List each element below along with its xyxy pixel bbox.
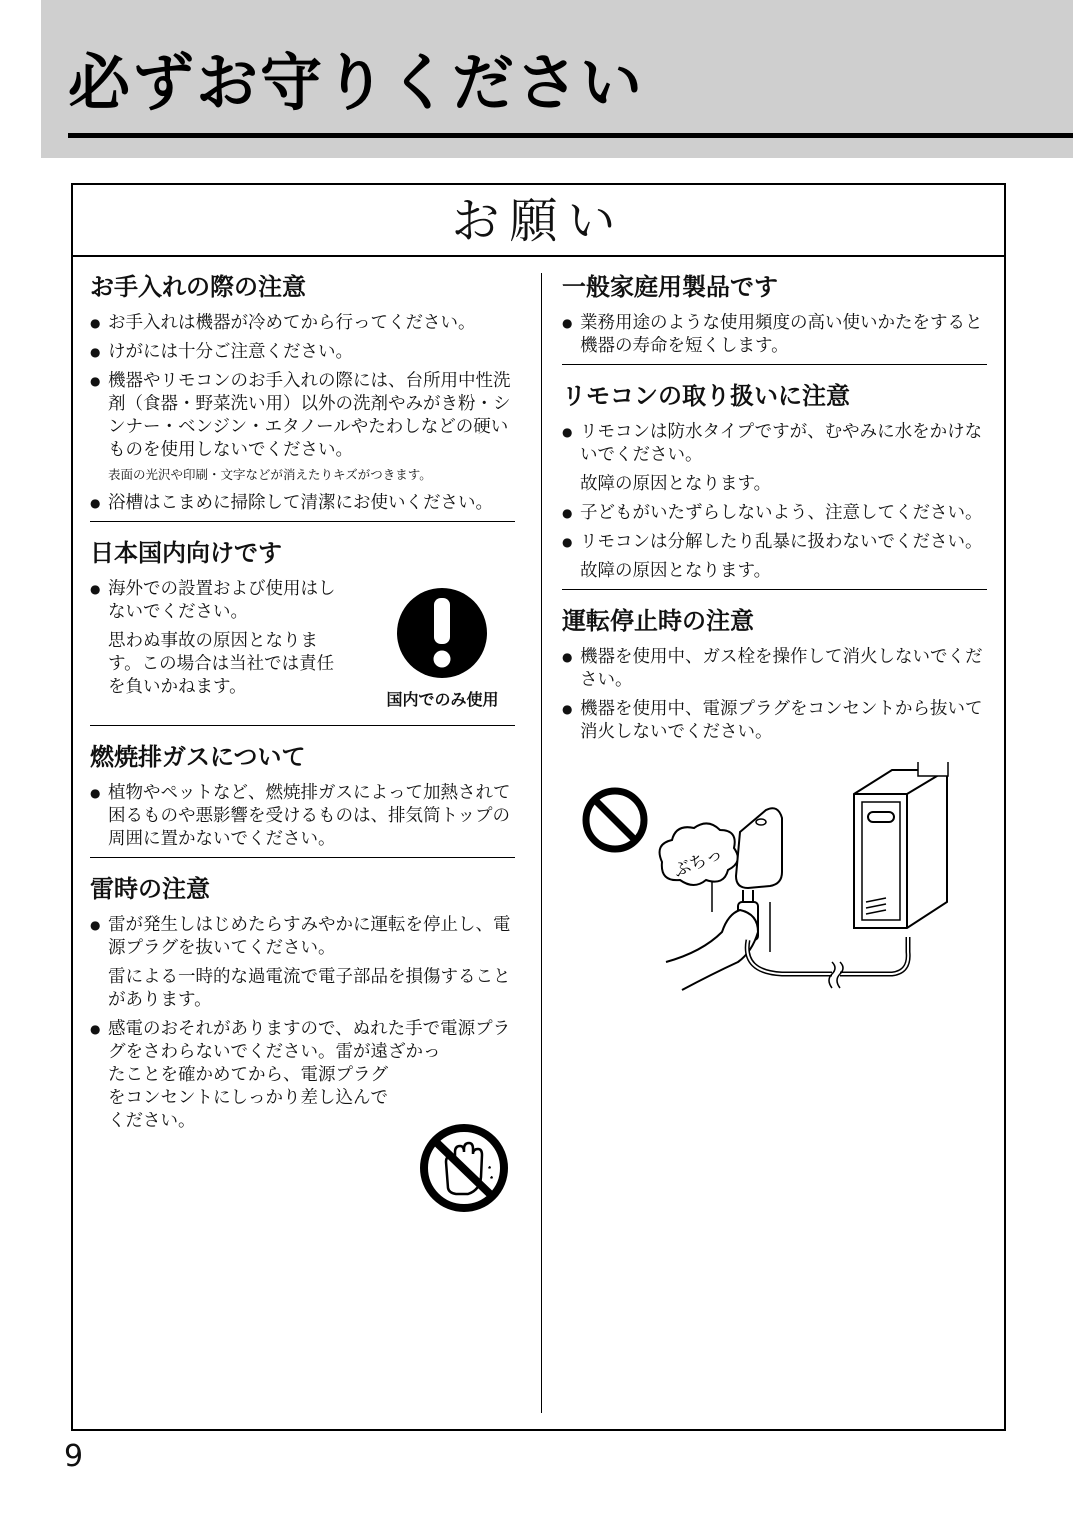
section-title: 燃焼排ガスについて <box>90 743 306 771</box>
section-thunder <box>90 872 515 1133</box>
section-divider <box>562 589 987 590</box>
unplug-drawing <box>562 762 987 997</box>
list-item: ● リモコンは防水タイプですが、むやみに水をかけないでください。 <box>562 421 987 467</box>
note-text: 思わぬ事故の原因となります。この場合は当社では責任を負いかねます。 <box>108 631 335 697</box>
unplug-illustration <box>562 762 987 997</box>
note-text: 故障の原因となります。 <box>580 474 772 494</box>
no-wet-hands-icon <box>418 1122 510 1214</box>
list-item: ● 海外での設置および使用はしないでください。 <box>90 578 340 624</box>
section-title: 運転停止時の注意 <box>562 607 754 635</box>
list-item: ● リモコンは分解したり乱暴に扱わないでください。 <box>562 531 987 554</box>
frame-title: お願い <box>73 185 1004 257</box>
list-item: ● 雷が発生しはじめたらすみやかに運転を停止し、電源プラグを抜いてください。 <box>90 914 515 960</box>
section-divider <box>562 364 987 365</box>
small-note: 表面の光沢や印刷・文字などが消えたりキズがつきます。 <box>108 467 432 482</box>
list-item: ● けがには十分ご注意ください。 <box>90 341 515 364</box>
section-title: 雷時の注意 <box>90 875 210 903</box>
list-item: ● 感電のおそれがありますので、ぬれた手で電源プラグをさわらないでください。雷が遠ざかっ <box>90 1018 515 1064</box>
exclamation-icon <box>370 586 515 681</box>
icon-caption: 国内でのみ使用 <box>386 690 499 709</box>
section-household <box>562 270 987 365</box>
list-item: ● 浴槽はこまめに掃除して清潔にお使いください。 <box>90 492 515 515</box>
section-title: 一般家庭用製品です <box>562 273 778 301</box>
note-text: たことを確かめてから、電源プラグをコンセントにしっかり差し込んでください。 <box>108 1065 388 1131</box>
column-divider <box>541 273 542 1413</box>
list-item: ● 機器やリモコンのお手入れの際には、台所用中性洗剤（食器・野菜洗い用）以外の洗剤やみがき粉・シンナー・ベンジン・エタノールやたわしなどの硬いものを使用しないでください。 <box>90 370 515 462</box>
right-column <box>562 270 987 1011</box>
header-rule <box>68 133 1073 138</box>
section-domestic <box>90 536 515 726</box>
domestic-use-badge <box>370 586 515 710</box>
note-text: 雷による一時的な過電流で電子部品を損傷することがあります。 <box>108 967 511 1010</box>
section-care <box>90 270 515 522</box>
section-remote <box>562 379 987 590</box>
section-title: 日本国内向けです <box>90 539 282 567</box>
page-title: 必ずお守りください <box>68 46 645 119</box>
sound-effect-label: ぶちっ <box>670 843 726 882</box>
section-divider <box>90 725 515 726</box>
section-title: お手入れの際の注意 <box>90 273 306 301</box>
list-item: ● 植物やペットなど、燃焼排ガスによって加熱されて困るものや悪影響を受けるものは、排気筒トップの周囲に置かないでください。 <box>90 782 515 851</box>
list-item: ● 業務用途のような使用頻度の高い使いかたをすると機器の寿命を短くします。 <box>562 312 987 358</box>
section-title: リモコンの取り扱いに注意 <box>562 382 850 410</box>
left-column <box>90 270 515 1147</box>
list-item: ● 子どもがいたずらしないよう、注意してください。 <box>562 502 987 525</box>
section-divider <box>90 857 515 858</box>
list-item: ● 機器を使用中、電源プラグをコンセントから抜いて消火しないでください。 <box>562 698 987 744</box>
no-wet-hands-badge <box>418 1122 510 1214</box>
section-divider <box>90 521 515 522</box>
prohibition-icon <box>586 791 644 849</box>
note-text: 故障の原因となります。 <box>580 561 772 581</box>
section-stop <box>562 604 987 997</box>
page-number: 9 <box>64 1439 84 1474</box>
list-item: ● お手入れは機器が冷めてから行ってください。 <box>90 312 515 335</box>
section-exhaust <box>90 740 515 858</box>
list-item: ● 機器を使用中、ガス栓を操作して消火しないでください。 <box>562 646 987 692</box>
